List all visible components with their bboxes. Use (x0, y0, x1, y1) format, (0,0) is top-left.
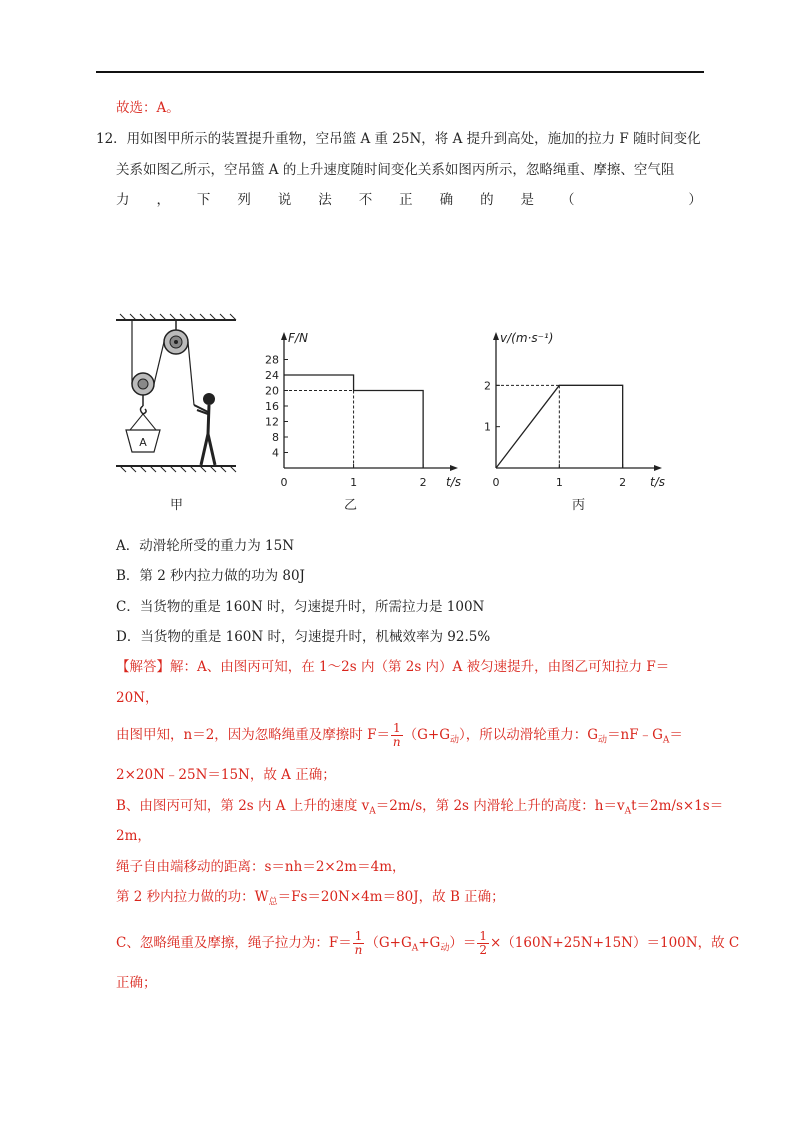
solution-line-10: 正确； (116, 975, 157, 991)
solution-text: B、由图丙可知，第 2s 内 A 上升的速度 v (116, 798, 370, 814)
figure-bing-label: 丙 (572, 498, 586, 513)
solution-line-8: 第 2 秒内拉力做的功：$W_总=Fs=20N\times 4m=80J$，故 B 正确； (116, 889, 505, 908)
force-time-chart (252, 318, 472, 498)
y-tick-label: 8 (272, 431, 279, 444)
q3-part: 是 (520, 192, 535, 208)
solution-text: （G+G (403, 727, 450, 743)
q3-part: 力 (116, 192, 130, 208)
q3-part: 不 (358, 192, 373, 208)
option-a: A．动滑轮所受的重力为 15N (116, 538, 295, 554)
x-tick-label: 2 (619, 476, 627, 489)
y-tick-label: 28 (265, 353, 279, 367)
q3-part: 的 (480, 192, 494, 208)
y-tick-label: 12 (265, 415, 279, 429)
x-axis-label: t/s (650, 475, 665, 489)
solution-text: t＝2m/s×1s＝ (631, 798, 724, 814)
question-line-3 (116, 190, 702, 210)
solution-line-5: B、由图丙可知，第 2s 内 A 上升的速度 $v_A=2m/s$，第 2s 内滑轮上升的高度：$h=v_At=2m/s\times 1s=$ (116, 798, 724, 817)
solution-text: C、忽略绳重及摩擦，绳子拉力为：F＝ (116, 935, 352, 951)
solution-text: 由图甲知，n＝2，因为忽略绳重及摩擦时 F＝ (116, 727, 390, 743)
q3-part: ） (688, 192, 702, 208)
x-tick-label: 0 (280, 476, 288, 489)
fraction-1-over-n: $\frac{1}{n}$ (392, 721, 401, 749)
solution-text: 解：A、由图丙可知，在 1～2s 内（第 2s 内）A 被匀速提升，由图乙可知拉力 F＝ (170, 659, 670, 675)
solution-text: 第 2 秒内拉力做的功：W (116, 889, 269, 905)
y-tick-label: 1 (484, 420, 491, 434)
x-axis-label: t/s (446, 475, 461, 489)
question-line-1: 12．用如图甲所示的装置提升重物，空吊篮 A 重 25N，将 A 提升到高处，施加的拉力 F 随时间变化 (96, 131, 701, 147)
y-axis-arrow (281, 332, 287, 340)
solution-line-4: 2×20N﹣25N＝15N，故 A 正确； (116, 767, 336, 783)
q3-part: 正 (399, 192, 413, 208)
solution-tag: 【解答】 (116, 659, 170, 675)
solution-text: ）＝ (449, 935, 477, 951)
solution-line-3: 由图甲知，n＝2，因为忽略绳重及摩擦时 F＝ $\frac{1}{n}$ $(G+G_动)$，所以动滑轮重力：$G_动=nF﹣G_A=$ (116, 721, 683, 749)
solution-text: ＝ (669, 727, 683, 743)
y-tick-label: 16 (265, 400, 279, 413)
x-axis-arrow (654, 465, 662, 471)
y-axis-label: v/(m·s⁻¹) (500, 331, 554, 345)
fraction-one-half: $\frac{1}{2}$ (479, 929, 487, 957)
basket-label: A (139, 436, 147, 449)
x-tick-label: 0 (492, 476, 500, 489)
solution-line-1 (116, 657, 669, 677)
x-axis-arrow (450, 465, 458, 471)
solution-text: ＝Fs＝20N×4m＝80J，故 B 正确； (277, 889, 505, 905)
y-axis-arrow (493, 332, 499, 340)
figure-jia-label: 甲 (170, 498, 184, 513)
solution-text: （G+G (365, 935, 412, 951)
q3-part: 确 (439, 192, 454, 208)
q3-part: ， (156, 192, 170, 208)
header-rule (96, 71, 704, 73)
y-tick-label: 4 (272, 446, 279, 460)
fraction-1-over-n: $\frac{1}{n}$ (354, 929, 363, 957)
question-line-2: 关系如图乙所示，空吊篮 A 的上升速度随时间变化关系如图丙所示，忽略绳重、摩擦、空气阻 (116, 162, 675, 178)
q3-part: （ (560, 192, 575, 208)
option-d: D．当货物的重是 160N 时，匀速提升时，机械效率为 92.5% (116, 629, 491, 645)
solution-text: ＝nF﹣G (607, 727, 663, 743)
figure-yi-label: 乙 (344, 498, 358, 513)
y-tick-label: 20 (265, 384, 279, 398)
q3-part: 下 (196, 192, 211, 208)
solution-line-7: 绳子自由端移动的距离：s＝nh＝2×2m＝4m， (116, 859, 406, 875)
y-axis-label: F/N (288, 331, 308, 345)
solution-text: ＝2m/s，第 2s 内滑轮上升的高度：h＝v (375, 798, 625, 814)
previous-answer: 故选：A。 (116, 100, 180, 116)
solution-line-9: C、忽略绳重及摩擦，绳子拉力为：F＝ $\frac{1}{n}$ $(G+G_A+G_动)=$ $\frac{1}{2}$ ×（160N+25N+15N）＝100N，故 C (116, 929, 740, 957)
q3-part: 说 (277, 192, 292, 208)
option-c: C．当货物的重是 160N 时，匀速提升时，所需拉力是 100N (116, 599, 485, 615)
x-tick-label: 1 (555, 476, 563, 489)
option-b: B．第 2 秒内拉力做的功为 80J (116, 568, 305, 584)
y-tick-label: 24 (265, 369, 279, 382)
solution-text: ），所以动滑轮重力：G (459, 727, 599, 743)
pulley-diagram (112, 310, 242, 480)
q3-part: 列 (237, 192, 251, 208)
solution-text: +G (418, 935, 441, 951)
solution-line-6: 2m， (116, 828, 151, 844)
solution-text: ×（160N+25N+15N）＝100N，故 C (490, 935, 740, 951)
y-tick-label: 2 (484, 379, 491, 393)
q3-part: 法 (318, 192, 332, 208)
x-tick-label: 1 (350, 476, 358, 489)
solution-line-2: 20N， (116, 690, 159, 706)
velocity-time-chart (472, 318, 672, 498)
x-tick-label: 2 (419, 476, 427, 489)
